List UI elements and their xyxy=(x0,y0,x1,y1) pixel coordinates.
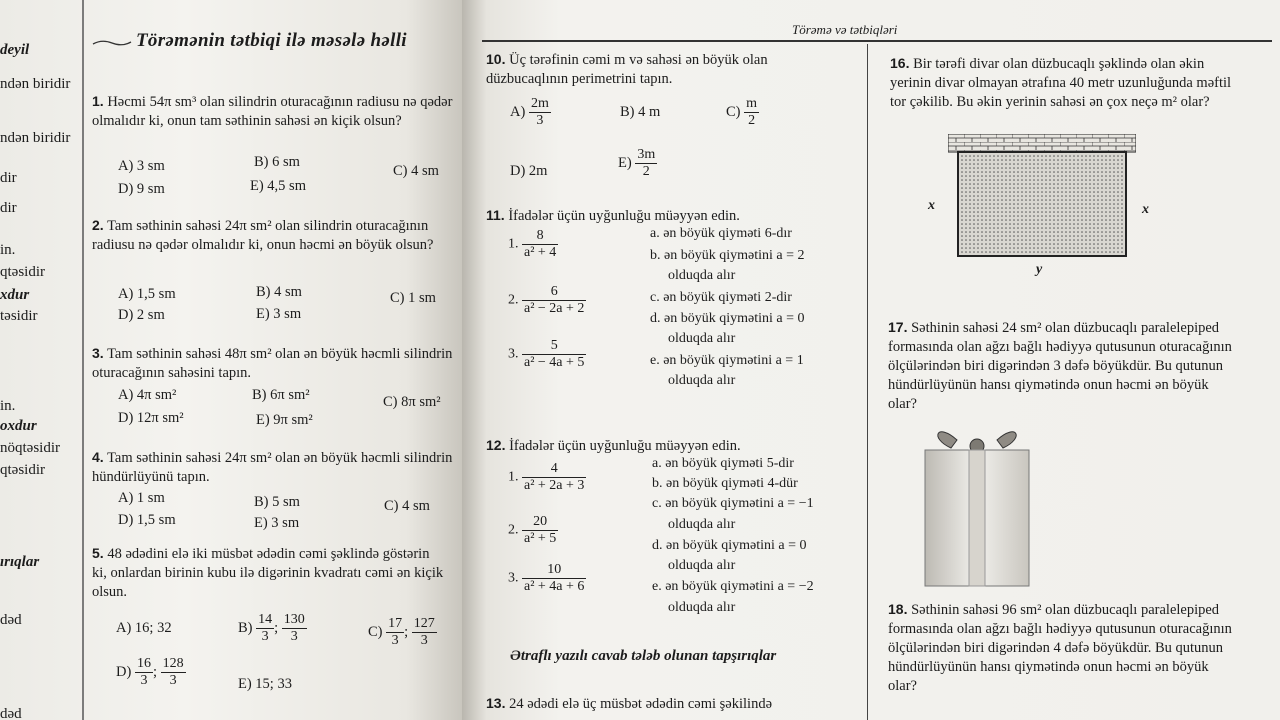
running-header: Törəmə və tətbiqləri xyxy=(792,22,898,37)
question-text: İfadələr üçün uyğunluğu müəyyən edin. xyxy=(509,438,741,454)
option-e: E) 9π sm² xyxy=(256,412,313,428)
header-rule xyxy=(482,40,1272,42)
option-c: C) 4 sm xyxy=(393,163,439,179)
option-b: B) 5 sm xyxy=(254,494,300,510)
label-y: y xyxy=(1036,262,1043,277)
question-13 xyxy=(486,694,846,714)
question-4 xyxy=(92,448,460,487)
option-b: B) 4 sm xyxy=(256,284,302,300)
section-subheading: Ətraflı yazılı cavab tələb olunan tapşırıqlar xyxy=(510,648,777,664)
margin-fragment: dir xyxy=(0,200,17,216)
margin-fragment: nöqtəsidir xyxy=(0,440,60,456)
option-d: D) 2 sm xyxy=(118,307,165,323)
option-e: E) 3 sm xyxy=(254,515,300,531)
margin-fragment: dəd xyxy=(0,706,22,720)
gift-box-icon xyxy=(917,420,1037,590)
question-1 xyxy=(92,92,460,131)
question-11 xyxy=(486,206,846,226)
option-d: D) 12π sm² xyxy=(118,410,184,426)
answer-a: a. ən böyük qiyməti 5-dir xyxy=(652,456,794,471)
option-b: B) 6 sm xyxy=(254,154,300,170)
option-d: D) 9 sm xyxy=(118,181,165,197)
question-text: 24 ədədi elə üç müsbət ədədin cəmi şəkilində xyxy=(509,696,773,712)
answer-d-cont: olduqda alır xyxy=(668,331,736,346)
option-d: D) $\frac{16}{3}$ ; $\frac{128}{3}$ xyxy=(116,656,184,688)
left-page xyxy=(0,0,462,720)
question-5 xyxy=(92,544,444,602)
option-c: C) 1 sm xyxy=(390,290,436,306)
option-d: D) 2m xyxy=(510,163,548,179)
margin-fragment: dəd xyxy=(0,612,22,628)
question-number: 13. xyxy=(486,695,506,711)
answer-a: a. ən böyük qiyməti 6-dır xyxy=(650,226,792,241)
question-16 xyxy=(890,54,1235,112)
expression-1: 1. $\frac{4}{\text{a² + 2a + 3}}$ xyxy=(508,461,585,493)
expression-2: 2. $\frac{20}{\text{a² + 5}}$ xyxy=(508,514,557,546)
question-number: 12. xyxy=(486,437,506,453)
answer-e: e. ən böyük qiymətini a = −2 xyxy=(652,579,814,594)
question-text: 48 ədədini elə iki müsbət ədədin cəmi şəklində göstərin ki, onlardan birinin kubu ilə digərinin kvadratı cəmi ən kiçik olsun. xyxy=(92,546,444,600)
option-a: A) 1 sm xyxy=(118,490,165,506)
expression-1: 1. $\frac{8}{\text{a² + 4}}$ xyxy=(508,228,557,260)
question-number: 2. xyxy=(92,217,104,233)
answer-d: d. ən böyük qiymətini a = 0 xyxy=(650,311,805,326)
question-text: Həcmi 54π sm³ olan silindrin oturacağının radiusu nə qədər olmalıdır ki, onun tam səthinin sahəsi ən kiçik olsun? xyxy=(92,94,453,129)
option-c: C) $\frac{17}{3}$ ; $\frac{127}{3}$ xyxy=(368,616,435,648)
question-text: Tam səthinin sahəsi 48π sm² olan ən böyük həcmli silindrin oturacağının sahəsini tapın. xyxy=(92,346,453,381)
question-17 xyxy=(888,318,1238,414)
question-3 xyxy=(92,344,460,383)
option-b: B) $\frac{14}{3}$ ; $\frac{130}{3}$ xyxy=(238,612,305,644)
option-c: C) 8π sm² xyxy=(383,394,441,410)
option-e: E) 4,5 sm xyxy=(250,178,306,194)
margin-fragment: oxdur xyxy=(0,418,37,434)
question-number: 16. xyxy=(890,55,910,71)
answer-c-cont: olduqda alır xyxy=(668,517,736,532)
answer-c: c. ən böyük qiymətini a = −1 xyxy=(652,496,814,511)
question-number: 18. xyxy=(888,601,908,617)
question-number: 17. xyxy=(888,319,908,335)
question-18 xyxy=(888,600,1238,696)
margin-fragment: in. xyxy=(0,242,16,258)
answer-d-cont: olduqda alır xyxy=(668,558,736,573)
option-a: A) 3 sm xyxy=(118,158,165,174)
question-text: Səthinin sahəsi 96 sm² olan düzbucaqlı paralelepiped formasında olan ağzı bağlı hədiyyə qutusunun oturacağının ölçülərindən biri digərindən 4 dəfə böyükdür. Bu qutunun hündürlüyünün hansı qiymətində onun həcmi ən böyük olar? xyxy=(888,602,1232,694)
question-number: 3. xyxy=(92,345,104,361)
answer-e-cont: olduqda alır xyxy=(668,373,736,388)
section-title: Törəmənin tətbiqi ilə məsələ həlli xyxy=(136,30,407,51)
answer-c: c. ən böyük qiyməti 2-dir xyxy=(650,290,792,305)
margin-fragment: xdur xyxy=(0,287,30,303)
margin-fragment: deyil xyxy=(0,42,30,58)
column-divider xyxy=(867,44,868,720)
expression-3: 3. $\frac{10}{\text{a² + 4a + 6}}$ xyxy=(508,562,585,594)
question-10 xyxy=(486,50,836,89)
question-number: 5. xyxy=(92,545,104,561)
option-a: A) 1,5 sm xyxy=(118,286,176,302)
question-number: 4. xyxy=(92,449,104,465)
option-e: E) 15; 33 xyxy=(238,676,292,692)
margin-fragment: qtəsidir xyxy=(0,264,45,280)
label-x-right: x xyxy=(1142,202,1149,217)
answer-e: e. ən böyük qiymətini a = 1 xyxy=(650,353,804,368)
question-number: 10. xyxy=(486,51,506,67)
label-x-left: x xyxy=(928,198,935,213)
margin-fragment: ndən biridir xyxy=(0,130,71,146)
margin-fragment: təsidir xyxy=(0,308,38,324)
question-number: 11. xyxy=(486,207,505,223)
option-c: C) $\frac{m}{2}$ xyxy=(726,96,758,128)
option-e: E) $\frac{3m}{2}$ xyxy=(618,147,656,179)
right-page xyxy=(462,0,1280,720)
question-text: Bir tərəfi divar olan düzbucaqlı şəklində olan əkin yerinin divar olmayan ətrafına 40 metr uzunluğunda məftil tor çəkilib. Bu əkin yerinin sahəsi ən çox neçə m² olar? xyxy=(890,56,1232,110)
question-text: Tam səthinin sahəsi 24π sm² olan silindrin oturacağının radiusu nə qədər olmalıdır ki, onun həcmi ən böyük olsun? xyxy=(92,218,434,253)
expression-2: 2. $\frac{6}{\text{a² − 2a + 2}}$ xyxy=(508,284,585,316)
question-text: İfadələr üçün uyğunluğu müəyyən edin. xyxy=(508,208,740,224)
answer-b: b. ən böyük qiymətini a = 2 xyxy=(650,248,805,263)
option-b: B) 6π sm² xyxy=(252,387,310,403)
option-a: A) 4π sm² xyxy=(118,387,177,403)
option-a: A) $\frac{2m}{3}$ xyxy=(510,96,549,128)
question-number: 1. xyxy=(92,93,104,109)
option-d: D) 1,5 sm xyxy=(118,512,176,528)
option-e: E) 3 sm xyxy=(256,306,302,322)
question-2 xyxy=(92,216,460,255)
expression-3: 3. $\frac{5}{\text{a² − 4a + 5}}$ xyxy=(508,338,585,370)
margin-rule xyxy=(82,0,84,720)
question-12 xyxy=(486,436,846,456)
option-c: C) 4 sm xyxy=(384,498,430,514)
title-ornament-icon xyxy=(92,38,132,48)
margin-fragment: ndən biridir xyxy=(0,76,71,92)
question-text: Üç tərəfinin cəmi m və sahəsi ən böyük olan düzbucaqlının perimetrini tapın. xyxy=(486,52,768,87)
margin-fragment: in. xyxy=(0,398,16,414)
margin-fragment: qtəsidir xyxy=(0,462,45,478)
answer-b-cont: olduqda alır xyxy=(668,268,736,283)
question-text: Səthinin sahəsi 24 sm² olan düzbucaqlı paralelepiped formasında olan ağzı bağlı hədiyyə qutusunun oturacağının ölçülərindən biri digərindən 3 dəfə böyükdür. Bu qutunun hündürlüyünün hansı qiymətində onun həcmi ən böyük olar? xyxy=(888,320,1232,412)
question-text: Tam səthinin sahəsi 24π sm² olan ən böyük həcmli silindrin hündürlüyünü tapın. xyxy=(92,450,453,485)
answer-b: b. ən böyük qiyməti 4-dür xyxy=(652,476,798,491)
field-wall-diagram xyxy=(948,134,1136,258)
margin-fragment: dir xyxy=(0,170,17,186)
option-b: B) 4 m xyxy=(620,104,661,120)
answer-d: d. ən böyük qiymətini a = 0 xyxy=(652,538,807,553)
answer-e-cont: olduqda alır xyxy=(668,600,736,615)
margin-fragment: ırıqlar xyxy=(0,554,40,570)
option-a: A) 16; 32 xyxy=(116,620,172,636)
